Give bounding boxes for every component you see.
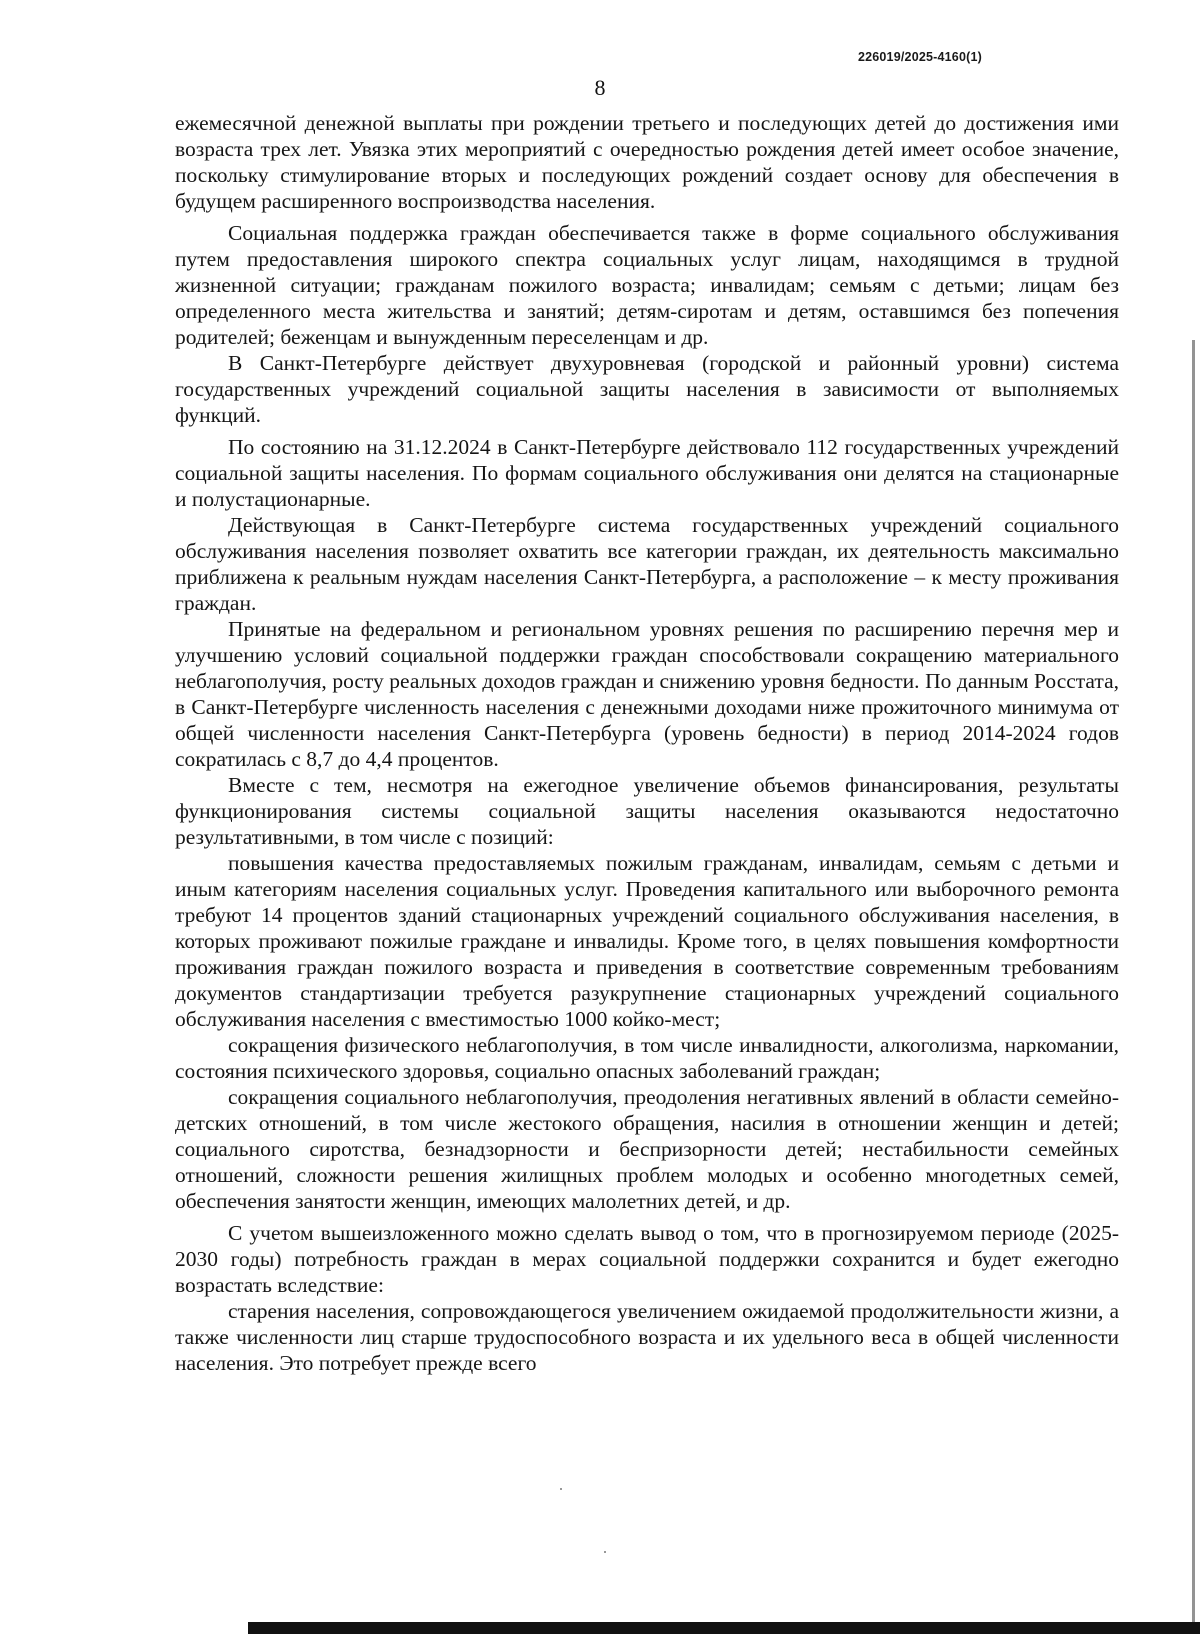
paragraph-system-coverage: Действующая в Санкт-Петербурге система государственных учреждений социального обслуживания населения позволяет охватить все категории граждан, их деятельность максимально приближена к реальным нуждам населения Санкт-Петербурга, а расположение – к месту проживания граждан. (175, 513, 1119, 615)
paragraph-poverty-reduction: Принятые на федеральном и региональном уровнях решения по расширению перечня мер и улучшению условий социальной поддержки граждан способствовали сокращению материального неблагополучия, росту реальных доходов граждан и снижению уровня бедности. По данным Росстата, в Санкт-Петербурге численность населения с денежными доходами ниже прожиточного минимума от общей численности населения Санкт-Петербурга (уровень бедности) в период 2014-2024 годов сократилась с 8,7 до 4,4 процентов. (175, 617, 1119, 771)
document-registration-number: 226019/2025-4160(1) (857, 50, 982, 64)
paragraph-physical-wellbeing: сокращения физического неблагополучия, в том числе инвалидности, алкоголизма, наркомании, состояния психического здоровья, социально опасных заболеваний граждан; (175, 1033, 1119, 1083)
scan-bottom-border (248, 1622, 1200, 1634)
paragraph-institutions-count: По состоянию на 31.12.2024 в Санкт-Петербурге действовало 112 государственных учреждений социальной защиты населения. По формам социального обслуживания они делятся на стационарные и полустационарные. (175, 435, 1119, 511)
paragraph-continuation: ежемесячной денежной выплаты при рождении третьего и последующих детей до достижения ими возраста трех лет. Увязка этих мероприятий с очередностью рождения детей имеет особое значение, поскольку стимулирование вторых и последующих рождений создает основу для обеспечения в будущем расширенного воспроизводства населения. (175, 111, 1119, 213)
paragraph-population-aging: старения населения, сопровождающегося увеличением ожидаемой продолжительности жизни, а также численности лиц старше трудоспособного возраста и их удельного веса в общей численности населения. Это потребует прежде всего (175, 1299, 1119, 1375)
paragraph-two-level-system: В Санкт-Петербурге действует двухуровневая (городской и районный уровни) система государственных учреждений социальной защиты населения в зависимости от выполняемых функций. (175, 351, 1119, 427)
page-number: 8 (594, 75, 606, 100)
paragraph-service-quality: повышения качества предоставляемых пожилым гражданам, инвалидам, семьям с детьми и иным категориям населения социальных услуг. Проведения капитального или выборочного ремонта требуют 14 процентов зданий стационарных учреждений социального обслуживания населения, в которых проживают пожилые граждане и инвалиды. Кроме того, в целях повышения комфортности проживания граждан пожилого возраста и приведения в соответствие современным требованиям документов стандартизации требуется разукрупнение стационарных учреждений социального обслуживания населения с вместимостью 1000 койко-мест; (175, 851, 1119, 1031)
paragraph-social-support: Социальная поддержка граждан обеспечивается также в форме социального обслуживания путем предоставления широкого спектра социальных услуг лицам, находящимся в трудной жизненной ситуации; гражданам пожилого возраста; инвалидам; семьям с детьми; лицам без определенного места жительства и занятий; детям-сиротам и детям, оставшимся без попечения родителей; беженцам и вынужденным переселенцам и др. (175, 221, 1119, 349)
scan-edge-artifact (1192, 340, 1195, 1630)
paragraph-forecast: С учетом вышеизложенного можно сделать вывод о том, что в прогнозируемом периоде (2025-2030 годы) потребность граждан в мерах социальной поддержки сохранится и будет ежегодно возрастать вследствие: (175, 1221, 1119, 1297)
paragraph-social-wellbeing: сокращения социального неблагополучия, преодоления негативных явлений в области семейно-детских отношений, в том числе жестокого обращения, насилия в отношении женщин и детей; социального сиротства, безнадзорности и беспризорности детей; нестабильности семейных отношений, сложности решения жилищных проблем молодых и особенно многодетных семей, обеспечения занятости женщин, имеющих малолетних детей, и др. (175, 1085, 1119, 1213)
document-body (175, 110, 1119, 1376)
paragraph-effectiveness-issues: Вместе с тем, несмотря на ежегодное увеличение объемов финансирования, результаты функционирования системы социальной защиты населения оказываются недостаточно результативными, в том числе с позиций: (175, 773, 1119, 849)
scan-speck (560, 1488, 562, 1490)
scan-speck (604, 1551, 606, 1553)
